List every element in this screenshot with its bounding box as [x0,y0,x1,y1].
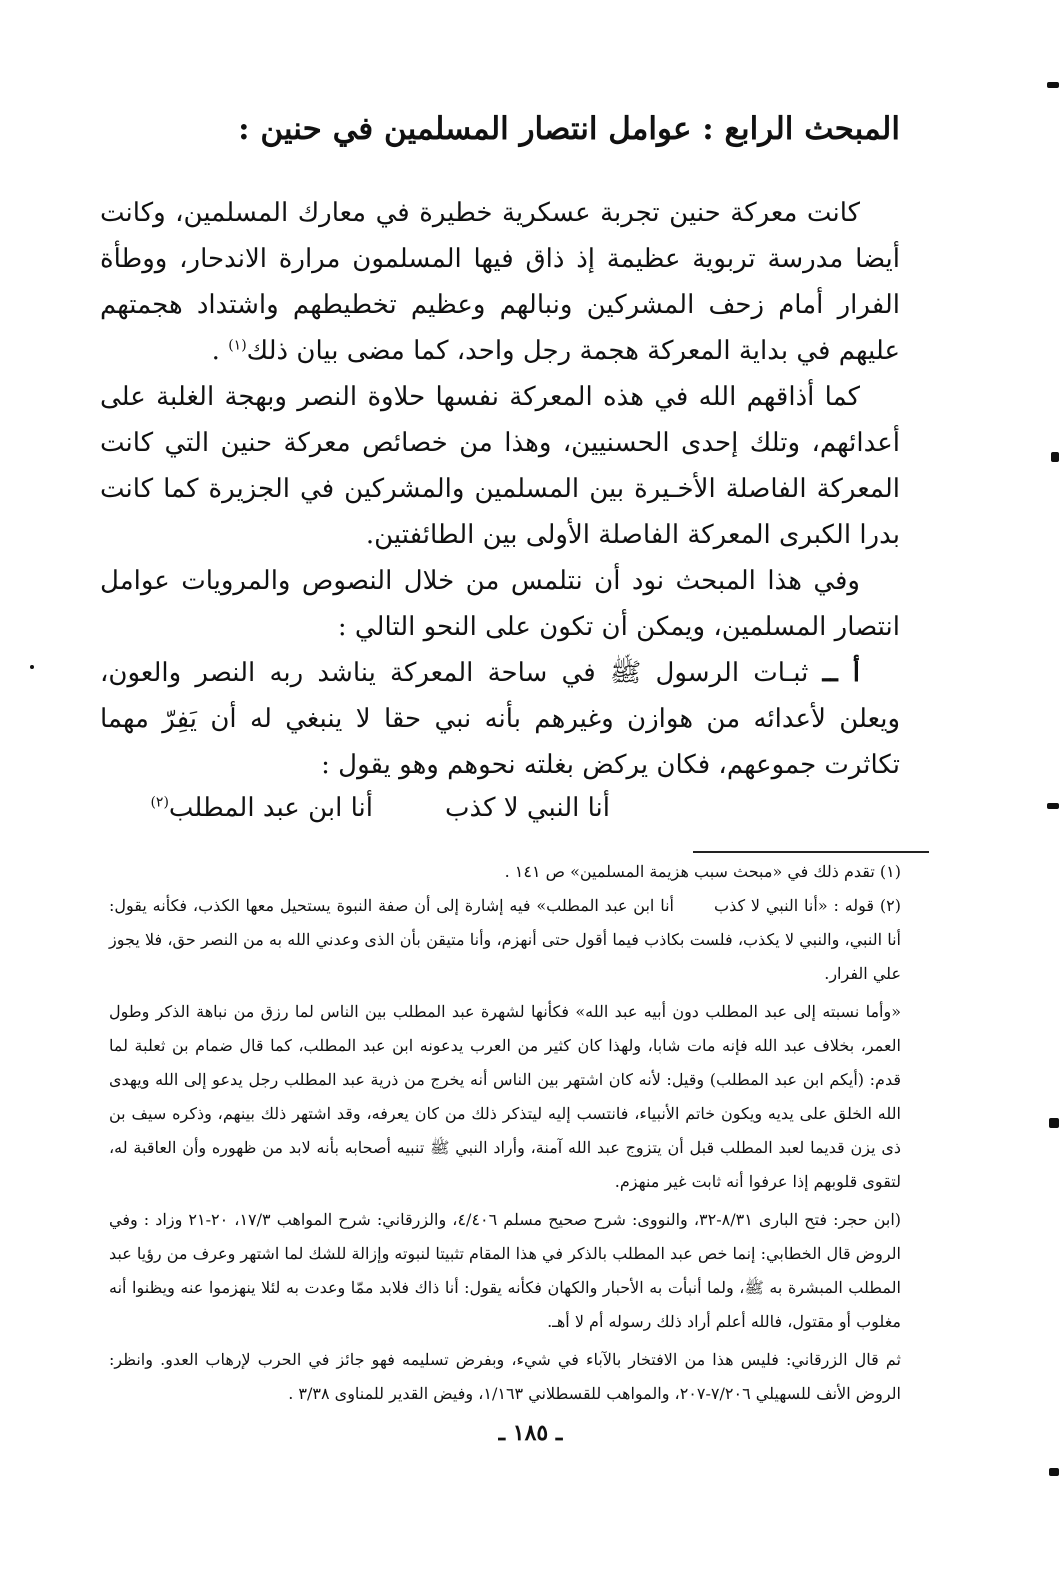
scan-mark [1047,82,1059,88]
paragraph-3: وفي هذا المبحث نود أن نتلمس من خلال النصوص والمرويات عوامل انتصار المسلمين، ويمكن أن تكون على النحو التالي : [100,566,900,642]
footnote-separator [693,851,929,853]
body-text [100,190,900,828]
scan-mark [1049,1118,1059,1128]
paragraph-1-text: كانت معركة حنين تجربة عسكرية خطيرة في معارك المسلمين، وكانت أيضا مدرسة تربوية عظيمة إذ ذاق فيها المسلمون مرارة الاندحار، ووطأة الفرار أمام زحف المشركين ونبالهم وعظيم تخطيطهم واشتداد هجمتهم عليهم في بداية المعركة هجمة رجل واحد، كما مضى بيان ذلك [100,198,900,366]
list-item-a-text: ثبـات الرسول ﷺ في ساحة المعركة يناشد ربه النصر والعون، ويعلن لأعدائه من هوازن وغيرهم بأنه نبي حقا لا ينبغي له أن يَفِرّ مهما تكاثرت جموعهم، فكان يركض بغلته نحوهم وهو يقول : [100,658,900,780]
paragraph-2: كما أذاقهم الله في هذه المعركة نفسها حلاوة النصر وبهجة الغلبة على أعدائهم، وتلك إحدى الحسنيين، وهذا من خصائص معركة حنين التي كانت المعركة الفاصلة الأخـيرة بين المسلمين والمشركين في الجزيرة كما كانت بدرا الكبرى المعركة الفاصلة الأولى بين الطائفتين. [100,382,900,550]
footnote-2-part-b: أنا ابن عبد المطلب» فيه إشارة إلى أن صفة النبوة يستحيل معها الكذب، فكأنه يقول: أنا النبي، والنبي لا يكذب، فلست بكاذب فيما أقول حتى أنهزم، وأنا متيقن بأن الذى وعدني الله به من النصر حق، فلا يجوز علي الفرار. [109,896,901,983]
footnote-2-part-a: (٢) قوله : «أنا النبي لا كذب [714,896,902,915]
poem-hemistich-2 [150,788,373,828]
poem-hemistich-1: أنا النبي لا كذب [444,793,610,823]
list-item-a-label: أ ــ [822,658,860,688]
footnote-1: (١) تقدم ذلك في «مبحث سبب هزيمة المسلمين» ص ١٤١ . [504,862,901,881]
footnote-ref-2[interactable]: (٢) [150,794,169,811]
list-item-a [100,650,900,788]
poem-hemistich-2-text: أنا ابن عبد المطلب [168,793,373,823]
footnote-2-sources: (ابن حجر: فتح البارى ٨/٣١-٣٢، والنووى: شرح صحيح مسلم ٤/٤٠٦، والزرقاني: شرح المواهب ١٧/٣، ٢٠-٢١ وزاد : وفي الروض قال الخطابي: إنما خص عبد المطلب بالذكر في هذا المقام تثبيتا لنبوته وإزالة للشك لما اشتهر وعرف من رؤيا عبد المطلب المبشرة به ﷺ، ولما أنبأت به الأحبار والكهان فكأنه يقول: أنا ذاك فلابد ممّا وعدت به لئلا ينهزموا عنه ويظنوا أنه مغلوب أو مقتول، فالله أعلم أراد ذلك رسوله أم لا أهـ. [109,1210,902,1331]
footnote-2-continuation-2: ثم قال الزرقاني: فليس هذا من الافتخار بالآباء في شيء، وبفرض تسليمه فهو جائز في الحرب لإرهاب العدو. وانظر: الروض الأنف للسهيلي ٧/٢٠٦-٢٠٧، والمواهب للقسطلاني ١/١٦٣، وفيض القدير للمناوى ٣/٣٨ . [109,1350,901,1403]
scan-mark [1049,1468,1059,1476]
footnote-2-continuation-1: «وأما نسبته إلى عبد المطلب دون أبيه عبد الله» فكأنها لشهرة عبد المطلب بين الناس لما رزق من نباهة الذكر وطول العمر، بخلاف عبد الله فإنه مات شابا، ولهذا كان كثير من العرب يدعونه ابن عبد المطلب، كما قال ضمام بن ثعلبة لما قدم: (أيكم ابن عبد المطلب) وقيل: لأنه كان اشتهر بين الناس أنه يخرج من ذرية عبد المطلب رجل يدعو إلى الله ويهدى الله الخلق على يديه ويكون خاتم الأنبياء، فانتسب إليه ليتذكر ذلك من كان يعرفه، وقد اشتهر ذلك بينهم، وذكره سيف بن ذى يزن قديما لعبد المطلب قبل أن يتزوج عبد الله آمنة، وأراد النبي ﷺ تنبيه أصحابه بأنه لابد من ظهوره وأن العاقبة له، لتقوى قلوبهم إذا عرفوا أنه ثابت غير منهزم. [109,1002,902,1191]
footnote-ref-1[interactable]: (١) [228,337,247,354]
footnote-2 [109,889,901,991]
section-heading: المبحث الرابع : عوامل انتصار المسلمين في حنين : [238,111,900,147]
footnotes [109,855,901,1411]
scan-mark [1051,452,1059,462]
page-number: ـ ١٨٥ ـ [498,1420,563,1446]
poem-verse [100,788,900,828]
paragraph-1-end: . [211,336,229,366]
paragraph-1 [100,190,900,374]
scan-mark [1047,803,1059,809]
scan-mark [30,665,34,669]
